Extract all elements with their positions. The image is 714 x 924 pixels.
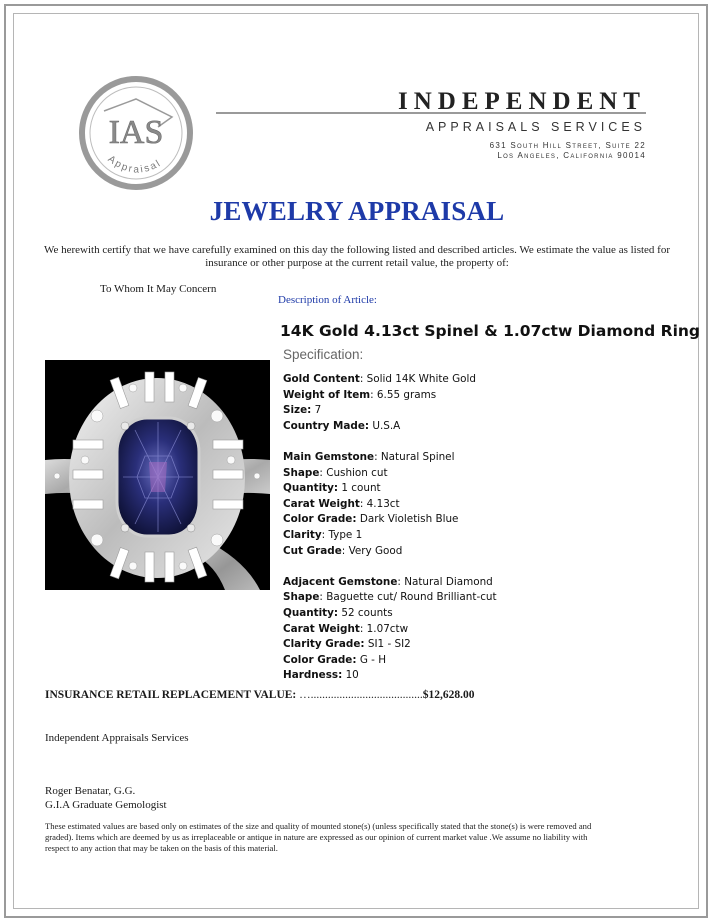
- intro-paragraph: We herewith certify that we have carefully examined on this day the following listed and described articles. We estimate the value as listed for insurance or other purpose at the current retail value, the property of:: [43, 244, 671, 269]
- spec-weight: Weight of Item: 6.55 grams: [283, 388, 437, 401]
- appraiser-title: G.I.A Graduate Gemologist: [45, 799, 167, 811]
- spec-spacer: [283, 559, 497, 575]
- insurance-dots: ….......................................: [296, 689, 423, 701]
- spec-main-clarity: Clarity: Type 1: [283, 528, 363, 541]
- company-name: INDEPENDENT: [398, 88, 646, 115]
- spec-main-shape: Shape: Cushion cut: [283, 466, 388, 479]
- document-title: JEWELRY APPRAISAL: [209, 196, 505, 226]
- logo-ring-text: Appraisal: [105, 153, 164, 176]
- specifications: [283, 372, 497, 684]
- description-label: Description of Article:: [278, 294, 377, 306]
- spec-adjacent-hardness: Hardness: 10: [283, 669, 359, 682]
- insurance-label: INSURANCE RETAIL REPLACEMENT VALUE:: [45, 689, 297, 701]
- address-line-2: Los Angeles, California 90014: [497, 151, 646, 160]
- spinel-diamond-ring-photo: [45, 360, 270, 590]
- spec-country: Country Made: U.S.A: [283, 419, 401, 432]
- spec-main-quantity: Quantity: 1 count: [283, 482, 381, 495]
- spec-adjacent-gemstone: Adjacent Gemstone: Natural Diamond: [283, 575, 493, 588]
- spec-main-cut: Cut Grade: Very Good: [283, 544, 403, 557]
- insurance-value-line: [45, 689, 475, 701]
- appraiser-name: Roger Benatar, G.G.: [45, 785, 136, 797]
- spec-main-carat: Carat Weight: 4.13ct: [283, 497, 400, 510]
- company-subtitle: APPRAISALS SERVICES: [425, 120, 646, 134]
- spec-gold-content: Gold Content: Solid 14K White Gold: [283, 373, 477, 385]
- specification-label: Specification:: [283, 347, 364, 362]
- spec-size: Size: 7: [283, 404, 322, 417]
- spec-adjacent-color: Color Grade: G - H: [283, 653, 387, 666]
- insurance-amount: $12,628.00: [422, 689, 475, 701]
- spec-adjacent-clarity: Clarity Grade: SI1 - SI2: [283, 638, 411, 651]
- disclaimer: These estimated values are based only on estimates of the size and quality of mounted stone(s) (unless specifically stated that the stone(s) is were removed and graded). Items which are deemed by us as irreplaceable or antique in nature are expressed as our opinion of current market value .We assume no liability with respect to any action that may be taken on the basis of this material.: [45, 821, 592, 853]
- footer-company: Independent Appraisals Services: [45, 732, 189, 744]
- ias-logo: [76, 73, 196, 193]
- product-title: 14K Gold 4.13ct Spinel & 1.07ctw Diamond Ring: [280, 322, 701, 340]
- logo-letters: IAS: [108, 114, 164, 151]
- appraiser-block: [45, 784, 167, 812]
- recipient: To Whom It May Concern: [100, 283, 217, 295]
- address-line-1: 631 South Hill Street, Suite 22: [489, 141, 646, 150]
- spec-adjacent-carat: Carat Weight: 1.07ctw: [283, 622, 409, 635]
- spec-main-color: Color Grade: Dark Violetish Blue: [283, 513, 459, 526]
- ring-photo: [45, 360, 270, 590]
- spec-spacer: [283, 434, 497, 450]
- spec-adjacent-shape: Shape: Baguette cut/ Round Brilliant-cut: [283, 591, 497, 604]
- spec-adjacent-quantity: Quantity: 52 counts: [283, 606, 393, 619]
- spec-main-gemstone: Main Gemstone: Natural Spinel: [283, 450, 455, 463]
